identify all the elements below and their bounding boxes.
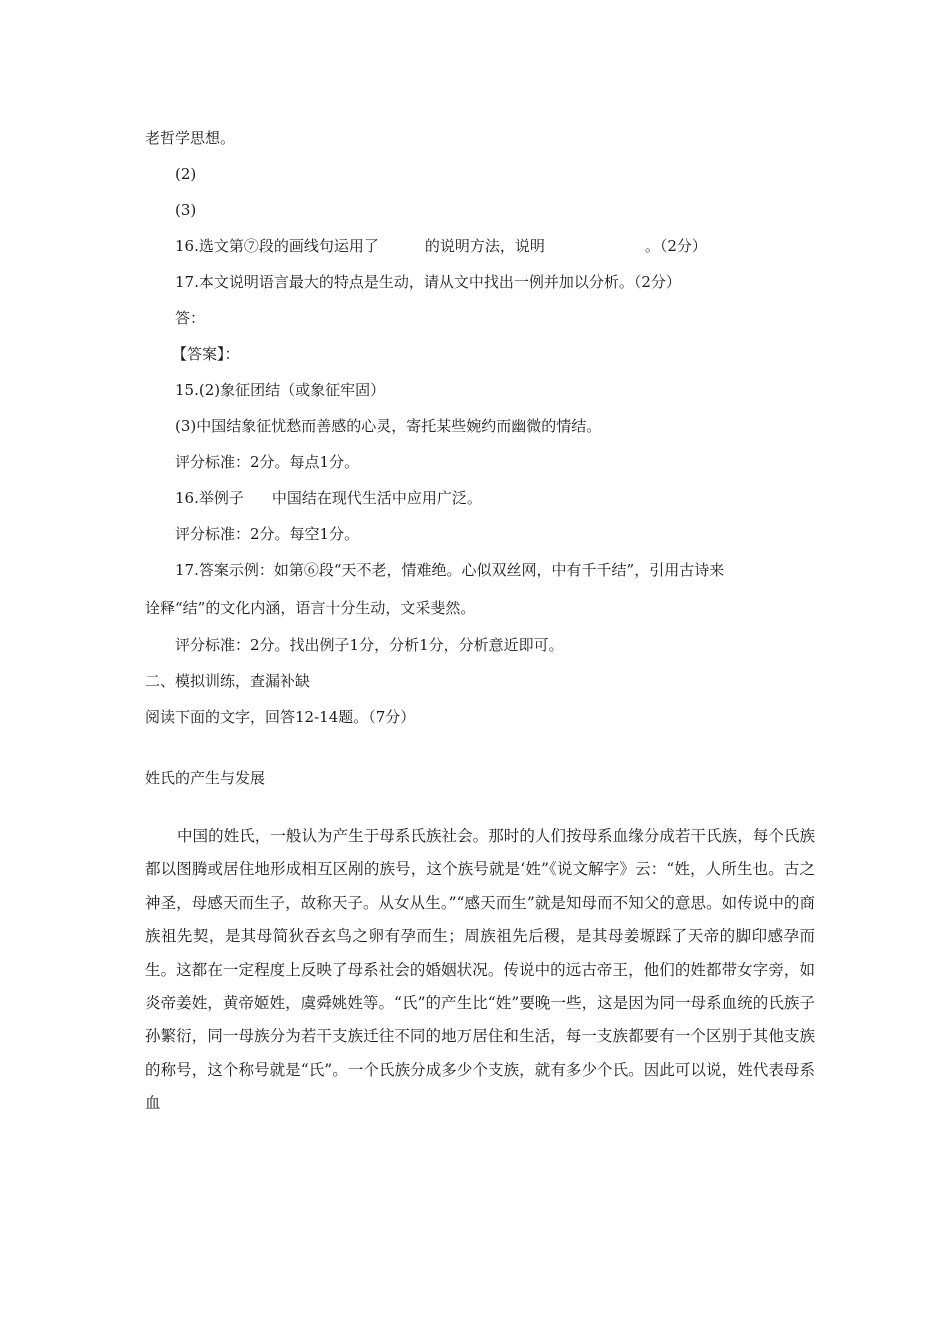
answer-17-line-1: 17.答案示例：如第⑥段“天不老，情难绝。心似双丝网，中有千千结”，引用古诗来 [175, 561, 725, 579]
answer-header: 【答案】： [172, 345, 240, 363]
scoring-17: 评分标准：2分。找出例子1分，分析1分，分析意近即可。 [175, 636, 564, 654]
question-16-part-3: 。（2分） [644, 237, 707, 255]
question-17: 17.本文说明语言最大的特点是生动，请从文中找出一例并加以分析。（2分） [175, 273, 681, 291]
reading-instruction: 阅读下面的文字，回答12-14题。（7分） [145, 708, 416, 726]
item-3: (3) [175, 201, 197, 219]
answer-15-3: (3)中国结象征忧愁而善感的心灵，寄托某些婉约而幽微的情结。 [175, 417, 602, 435]
item-2: (2) [175, 165, 197, 183]
answer-16 [175, 488, 482, 508]
article-title: 姓氏的产生与发展 [145, 769, 266, 787]
question-16 [175, 236, 707, 256]
question-16-part-2: 的说明方法，说明 [424, 237, 545, 255]
article-paragraph: 中国的姓氏，一般认为产生于母系氏族社会。那时的人们按母系血缘分成若干氏族，每个氏族都以图腾或居住地形成相互区剐的族号，这个族号就是‘姓”《说文解字》云：“姓，人所生也。古之神圣，母感天而生子，故称天子。从女从生。”“感天而生”就是知母而不知父的意思。如传说中的商族祖先契，是其母简狄吞玄鸟之卵有孕而生；周族祖先后稷，是其母姜塬踩了天帝的脚印感孕而生。这都在一定程度上反映了母系社会的婚姻状况。传说中的远古帝王，他们的姓都带女字旁，如炎帝姜姓，黄帝姬姓，虞舜姚姓等。“氏”的产生比“姓”要晚一些，这是因为同一母系血统的氏族子孙繁衍，同一母族分为若干支族迁往不同的地万居住和生活，每一支族都要有一个区别于其他支族的称号，这个称号就是“氏”。一个氏族分成多少个支族，就有多少个氏。因此可以说，姓代表母系血 [145, 827, 815, 1113]
scoring-16: 评分标准：2分。每空1分。 [175, 525, 360, 543]
scoring-15: 评分标准：2分。每点1分。 [175, 453, 360, 471]
continued-text: 老哲学思想。 [145, 129, 236, 147]
answer-prompt: 答： [175, 309, 206, 327]
answer-15-2: 15.(2)象征团结（或象征牢固） [175, 381, 386, 399]
section-heading: 二、模拟训练，查漏补缺 [145, 672, 311, 690]
answer-17-line-2: 诠释“结”的文化内涵，语言十分生动，文采斐然。 [145, 599, 476, 617]
answer-16-part-1: 16.举例子 [175, 489, 244, 507]
question-16-part-1: 16.选文第⑦段的画线句运用了 [175, 237, 379, 255]
answer-16-part-2: 中国结在现代生活中应用广泛。 [271, 489, 482, 507]
